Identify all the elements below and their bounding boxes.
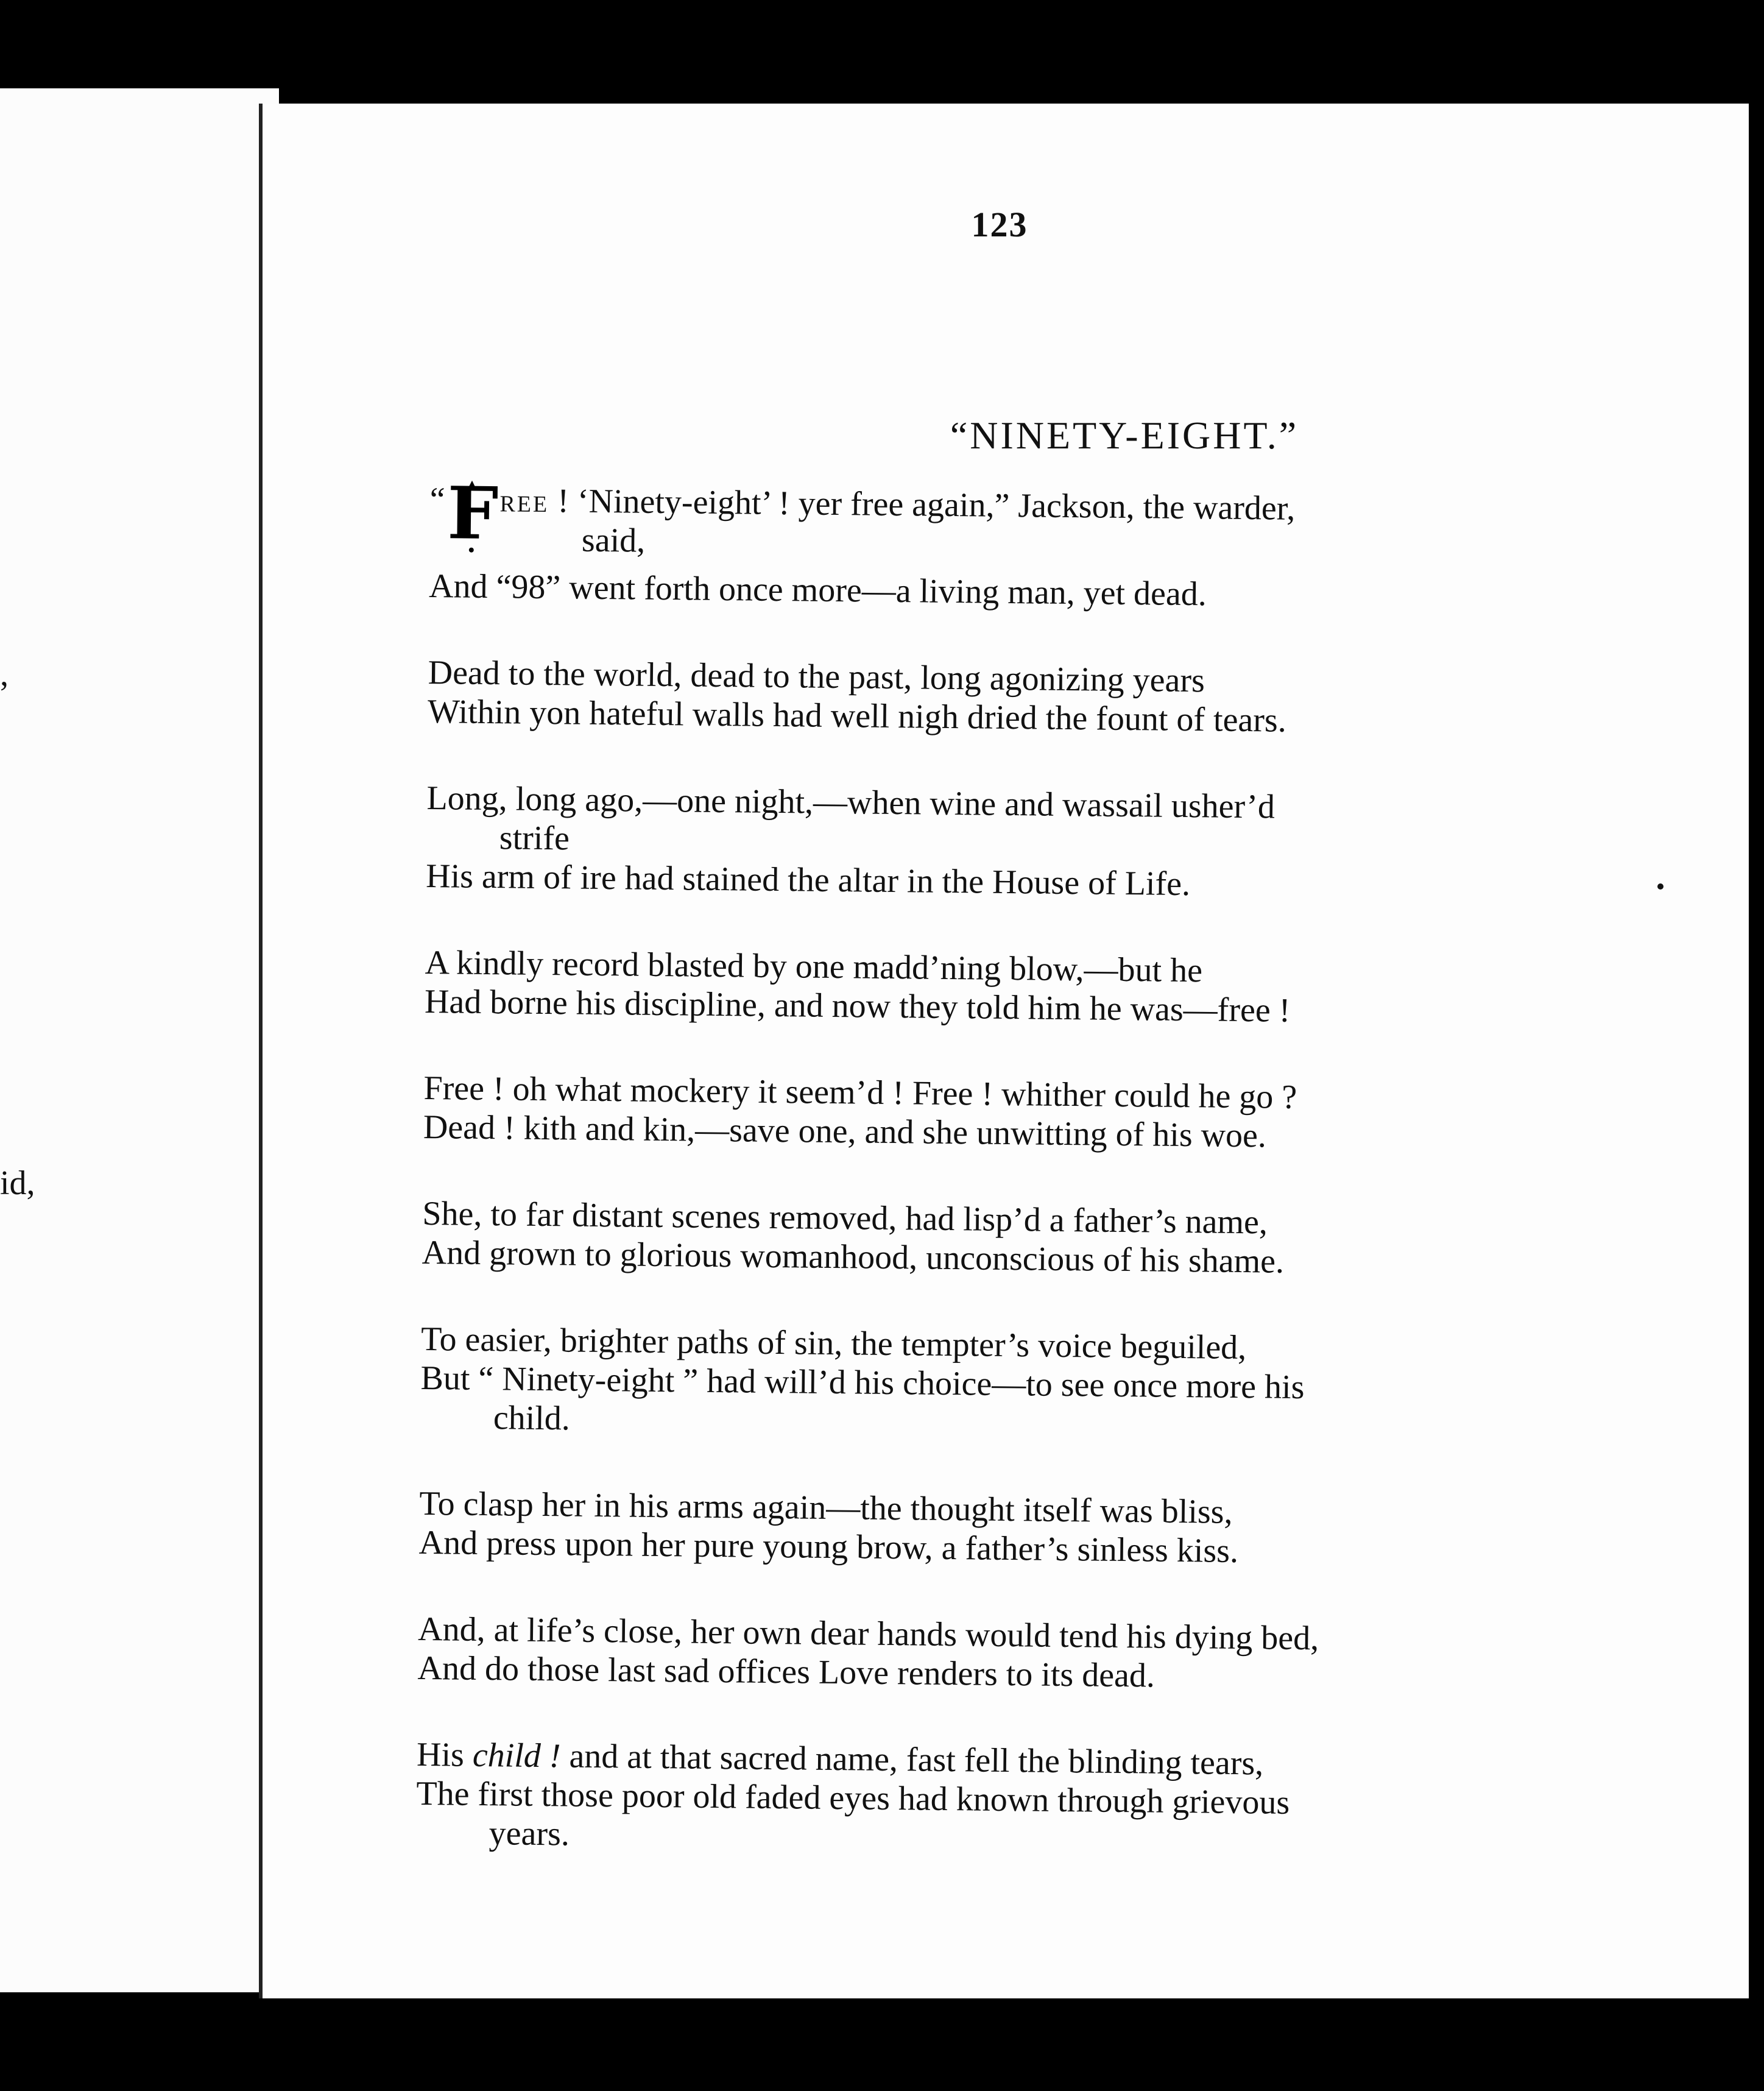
page-number: 123: [971, 205, 1028, 244]
poem-line-continuation: said,: [581, 521, 646, 560]
stanza: [428, 653, 1738, 745]
poem-line: Within yon hateful walls had well nigh dried the fount of tears.: [427, 692, 1287, 740]
poem-line: And “98” went forth once more—a living man, yet dead.: [428, 567, 1207, 614]
poem-line-text: ! ‘Ninety-eight’ ! yer free again,” Jackson, the warder,: [548, 482, 1296, 528]
poem-line: But “ Ninety-eight ” had will’d his choice—to see once more his: [420, 1359, 1305, 1407]
opening-quote: “: [429, 480, 445, 519]
poem-line: The first those poor old faded eyes had known through grievous: [416, 1774, 1290, 1822]
left-page-fragment: id,: [0, 1164, 35, 1202]
stanza: [415, 1735, 1726, 1866]
poem-line: His child ! and at that sacred name, fast fell the blinding tears,: [416, 1735, 1264, 1783]
poem-line: And, at life’s close, her own dear hands would tend his dying bed,: [417, 1610, 1319, 1658]
poem-line: A kindly record blasted by one madd’ning blow,—but he: [425, 943, 1203, 990]
stanza: [420, 1320, 1731, 1451]
poem-body: [415, 470, 1740, 1913]
poem-line: And press upon her pure young brow, a father’s sinless kiss.: [418, 1523, 1239, 1570]
print-speck: [1657, 883, 1663, 890]
poem-line: Long, long ago,—one night,—when wine and wassail usher’d: [426, 779, 1275, 826]
poem-line: Free ! oh what mockery it seem’d ! Free ! whither could he go ?: [423, 1069, 1297, 1116]
poem-line-continuation: strife: [499, 819, 570, 858]
stanza: [426, 779, 1737, 910]
poem-title: “NINETY-EIGHT.”: [950, 414, 1299, 457]
drop-cap-ornament: F: [446, 470, 499, 556]
poem-line: Dead to the world, dead to the past, long agonizing years: [428, 653, 1205, 700]
small-caps-text: REE: [499, 491, 549, 518]
poem-line: And grown to glorious womanhood, unconscious of his shame.: [422, 1233, 1285, 1281]
book-page: [259, 104, 1749, 1998]
poem-line-continuation: years.: [489, 1814, 570, 1853]
stanza: [418, 1484, 1729, 1576]
poem-line: She, to far distant scenes removed, had lisp’d a father’s name,: [422, 1194, 1268, 1242]
poem-line-continuation: child.: [493, 1399, 571, 1438]
stanza: [422, 1194, 1732, 1286]
left-page-fragment: ,: [0, 656, 9, 693]
stanza: [428, 470, 1740, 620]
poem-line: To easier, brighter paths of sin, the tempter’s voice beguiled,: [420, 1320, 1247, 1367]
poem-line: Dead ! kith and kin,—save one, and she unwitting of his woe.: [423, 1108, 1267, 1155]
poem-line: His arm of ire had stained the altar in the House of Life.: [425, 857, 1191, 904]
stanza: [425, 943, 1735, 1035]
stanza: [417, 1610, 1727, 1702]
emphasis-text: child !: [472, 1736, 561, 1775]
poem-line: To clasp her in his arms again—the thought itself was bliss,: [419, 1484, 1233, 1531]
poem-line: Had borne his discipline, and now they told him he was—free !: [424, 982, 1291, 1030]
stanza-list: [417, 653, 1738, 1701]
poem-line: And do those last sad offices Love renders to its dead.: [417, 1649, 1155, 1695]
stanza: [423, 1069, 1734, 1161]
left-facing-page: [0, 88, 279, 1992]
